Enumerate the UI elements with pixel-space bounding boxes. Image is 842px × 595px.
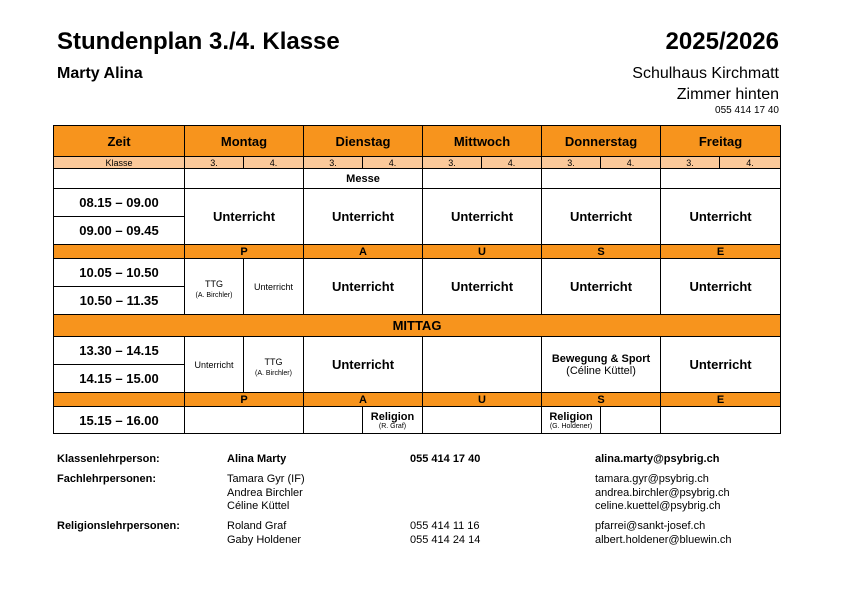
ttg-cell	[244, 337, 304, 393]
bewegung-cell	[542, 337, 661, 393]
lesson-cell: Unterricht	[423, 189, 542, 245]
pause-letter: P	[185, 245, 304, 259]
grade-4: 4.	[363, 157, 423, 169]
grade-4: 4.	[482, 157, 542, 169]
time-slot: 10.05 – 10.50	[54, 259, 185, 287]
religion-phones	[410, 520, 480, 547]
lesson-cell: Unterricht	[661, 259, 781, 315]
time-slot: 09.00 – 09.45	[54, 217, 185, 245]
bewegung-label: Bewegung & Sport	[551, 352, 651, 365]
grade-3: 3.	[542, 157, 601, 169]
school-name: Schulhaus Kirchmatt	[632, 65, 779, 82]
lesson-cell: Unterricht	[244, 259, 304, 315]
klassen-phone: 055 414 17 40	[410, 453, 481, 465]
table-row	[54, 259, 781, 287]
fach-name: Céline Küttel	[227, 500, 290, 512]
religion-phone: 055 414 11 16	[410, 520, 480, 532]
religion-email[interactable]: albert.holdener@bluewin.ch	[595, 533, 732, 546]
religion-cell	[542, 407, 601, 434]
time-slot: 08.15 – 09.00	[54, 189, 185, 217]
ttg-cell	[185, 259, 244, 315]
day-friday: Freitag	[661, 126, 781, 157]
lesson-cell: Unterricht	[304, 337, 423, 393]
pause-letter: A	[304, 245, 423, 259]
pause-letter: A	[304, 393, 423, 407]
klassen-label: Klassenlehrperson:	[57, 453, 160, 465]
pause-row	[54, 393, 781, 407]
pause-letter: S	[542, 393, 661, 407]
religion-label: Religionslehrpersonen:	[57, 520, 180, 532]
lesson-cell: Unterricht	[185, 189, 304, 245]
fach-name: Tamara Gyr (IF)	[227, 473, 305, 485]
pause-letter: E	[661, 393, 781, 407]
ttg-teacher: (A. Birchler)	[255, 370, 292, 377]
religion-teacher: (R. Graf)	[378, 422, 407, 430]
fach-name: Andrea Birchler	[227, 486, 303, 499]
ttg-label: TTG	[205, 279, 223, 289]
lesson-cell: Unterricht	[304, 259, 423, 315]
religion-cell	[363, 407, 423, 434]
fach-email[interactable]: celine.kuettel@psybrig.ch	[595, 500, 721, 512]
table-row	[54, 407, 781, 434]
ttg-teacher: (A. Birchler)	[195, 292, 233, 299]
lesson-cell: Unterricht	[423, 259, 542, 315]
klasse-label: Klasse	[54, 157, 185, 169]
fach-email[interactable]: tamara.gyr@psybrig.ch	[595, 473, 709, 485]
room-name: Zimmer hinten	[676, 86, 779, 103]
lesson-cell: Unterricht	[304, 189, 423, 245]
fach-names	[227, 473, 305, 514]
pause-letter: U	[423, 393, 542, 407]
religion-label: Religion	[370, 410, 415, 423]
teacher-name: Marty Alina	[57, 65, 143, 82]
time-slot: 13.30 – 14.15	[54, 337, 185, 365]
grade-3: 3.	[304, 157, 363, 169]
empty-cell	[304, 407, 363, 434]
grade-3: 3.	[185, 157, 244, 169]
day-monday: Montag	[185, 126, 304, 157]
religion-names	[227, 520, 301, 547]
mittag-row	[54, 315, 781, 337]
fach-label: Fachlehrpersonen:	[57, 473, 157, 485]
religion-name: Roland Graf	[227, 520, 287, 532]
bewegung-teacher: (Céline Küttel)	[566, 364, 636, 377]
religion-phone: 055 414 24 14	[410, 533, 481, 546]
grade-3: 3.	[661, 157, 720, 169]
time-slot: 14.15 – 15.00	[54, 365, 185, 393]
empty-cell	[423, 337, 542, 393]
day-wednesday: Mittwoch	[423, 126, 542, 157]
pause-letter: S	[542, 245, 661, 259]
table-row	[54, 337, 781, 365]
empty-cell	[423, 407, 542, 434]
klassen-email[interactable]: alina.marty@psybrig.ch	[595, 453, 720, 465]
grade-4: 4.	[244, 157, 304, 169]
religion-email[interactable]: pfarrei@sankt-josef.ch	[595, 520, 706, 532]
time-slot: 10.50 – 11.35	[54, 287, 185, 315]
empty-cell	[661, 407, 781, 434]
time-slot: 15.15 – 16.00	[54, 407, 185, 434]
pause-letter: P	[185, 393, 304, 407]
fach-email[interactable]: andrea.birchler@psybrig.ch	[595, 486, 730, 499]
grade-3: 3.	[423, 157, 482, 169]
fach-emails	[595, 473, 730, 514]
religion-name: Gaby Holdener	[227, 533, 301, 546]
school-phone: 055 414 17 40	[715, 105, 779, 116]
timetable	[53, 125, 781, 434]
lesson-cell: Unterricht	[661, 189, 781, 245]
grade-4: 4.	[601, 157, 661, 169]
lesson-cell: Unterricht	[542, 259, 661, 315]
empty-cell	[601, 407, 661, 434]
lesson-cell: Unterricht	[185, 337, 244, 393]
religion-label: Religion	[549, 410, 593, 423]
zeit-header: Zeit	[54, 126, 185, 157]
lesson-cell: Unterricht	[661, 337, 781, 393]
messe-cell: Messe	[304, 169, 423, 189]
grade-4: 4.	[720, 157, 781, 169]
mittag-cell: MITTAG	[54, 315, 781, 337]
day-tuesday: Dienstag	[304, 126, 423, 157]
pause-letter: E	[661, 245, 781, 259]
religion-teacher: (G. Holdener)	[549, 422, 593, 430]
klasse-row	[54, 157, 781, 169]
klassen-name: Alina Marty	[227, 453, 287, 465]
school-year: 2025/2026	[665, 28, 779, 55]
lesson-cell: Unterricht	[542, 189, 661, 245]
messe-row	[54, 169, 781, 189]
day-header-row	[54, 126, 781, 157]
day-thursday: Donnerstag	[542, 126, 661, 157]
empty-cell	[185, 407, 304, 434]
ttg-label: TTG	[264, 357, 283, 367]
pause-letter: U	[423, 245, 542, 259]
table-row	[54, 189, 781, 217]
religion-emails	[595, 520, 732, 547]
pause-row	[54, 245, 781, 259]
page-title: Stundenplan 3./4. Klasse	[57, 28, 340, 55]
